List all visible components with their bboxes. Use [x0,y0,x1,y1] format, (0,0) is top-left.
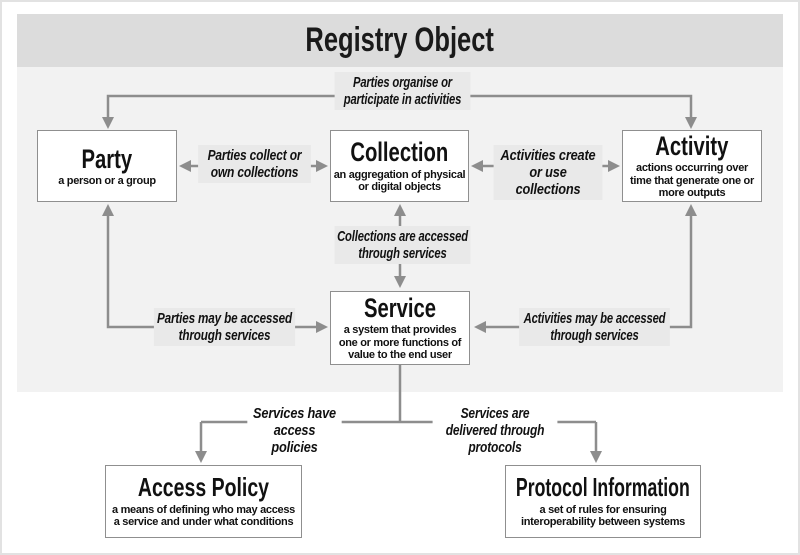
edge-label-parties-organise: Parties organise or participate in activities [335,72,471,110]
collection-subtitle: an aggregation of physical or digital objects [333,168,466,194]
protocol-information-subtitle: a set of rules for ensuring interoperability between systems [520,503,685,529]
edge-label-protocols: Services are delivered through protocols [433,403,558,458]
edge-label-activities-create: Activities create or use collections [494,145,603,200]
edge-label-activities-accessed: Activities may be accessed through services [519,308,670,346]
party-title: Party [81,143,133,174]
diagram-title: Registry Object [305,21,495,59]
access-policy-title: Access Policy [137,472,270,503]
protocol-information-box [505,465,701,538]
service-subtitle: a system that provides one or more functions of value to the end user [338,324,462,362]
edge-label-access-policies: Services have access policies [247,403,341,458]
edge-label-parties-accessed: Parties may be accessed through services [154,308,295,346]
access-policy-box [105,465,302,538]
diagram-title-bar [17,14,783,67]
service-title: Service [363,293,437,324]
party-box [37,130,177,202]
edge-label-parties-collect: Parties collect or own collections [198,145,311,183]
party-subtitle: a person or a group [58,174,156,187]
activity-box [622,130,762,202]
edge-label-collections-accessed: Collections are accessed through services [335,226,471,264]
activity-subtitle: actions occurring over time that generate one or more outputs [630,162,754,200]
collection-title: Collection [350,137,449,168]
protocol-information-title: Protocol Information [516,472,690,503]
activity-title: Activity [655,131,729,162]
service-box [330,291,470,365]
access-policy-subtitle: a means of defining who may access a service and under what conditions [112,503,295,529]
collection-box [330,130,469,202]
